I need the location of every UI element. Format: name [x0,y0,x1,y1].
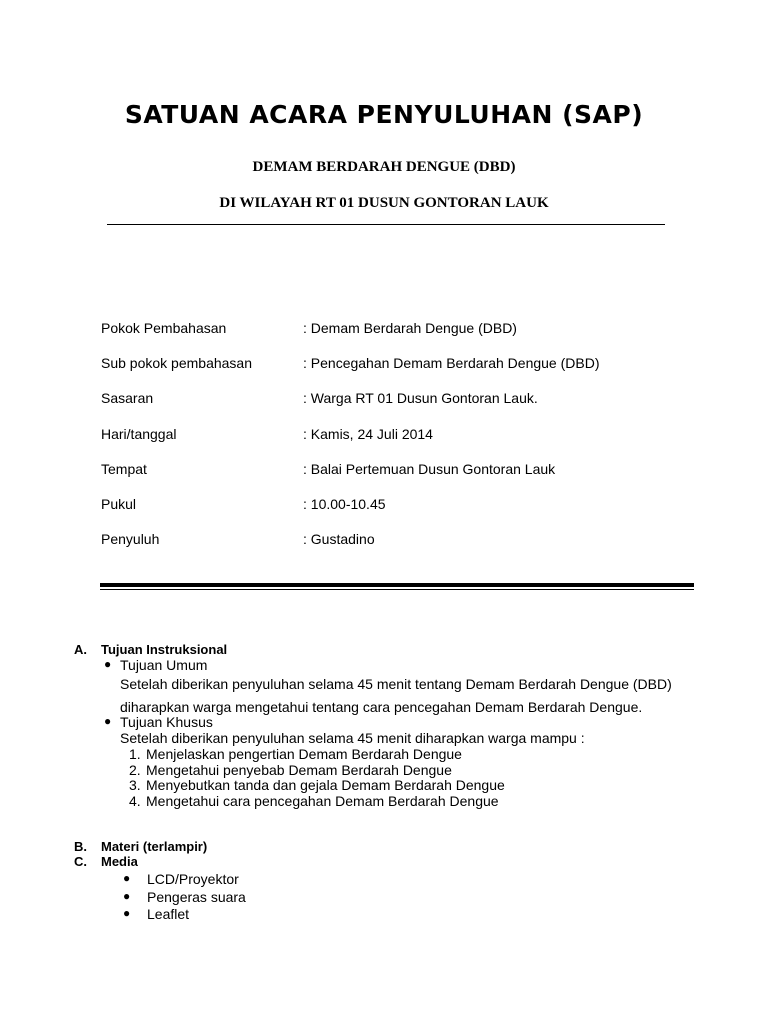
list-item: Menjelaskan pengertian Demam Berdarah Dengue [146,746,462,762]
tujuan-umum-title: Tujuan Umum [120,657,208,673]
info-divider-thick [100,583,694,587]
bullet-icon: ● [123,906,131,920]
section-b-title: Materi (terlampir) [101,839,208,854]
bullet-icon: ● [123,889,131,903]
info-value-tempat: : Balai Pertemuan Dusun Gontoran Lauk [303,461,556,477]
info-label-pokok: Pokok Pembahasan [101,320,227,336]
info-value-pukul: : 10.00-10.45 [303,496,386,512]
section-a-letter: A. [74,642,87,657]
info-value-hari: : Kamis, 24 Juli 2014 [303,426,433,442]
info-value-penyuluh: : Gustadino [303,531,375,547]
section-c-letter: C. [74,854,87,869]
info-value-sasaran: : Warga RT 01 Dusun Gontoran Lauk. [303,390,538,406]
document-title: SATUAN ACARA PENYULUHAN (SAP) [124,100,644,129]
list-item: Mengetahui penyebab Demam Berdarah Dengue [146,762,452,778]
tujuan-khusus-text: Setelah diberikan penyuluhan selama 45 menit diharapkan warga mampu : [120,730,585,746]
list-item: LCD/Proyektor [147,871,239,887]
list-item: Pengeras suara [147,889,246,905]
list-item-number: 4. [129,793,141,809]
info-label-hari: Hari/tanggal [101,426,177,442]
list-item: Menyebutkan tanda dan gejala Demam Berdarah Dengue [146,777,505,793]
section-b-letter: B. [74,839,87,854]
info-label-sasaran: Sasaran [101,390,154,406]
info-divider-thin [100,589,694,590]
document-location: DI WILAYAH RT 01 DUSUN GONTORAN LAUK [219,195,549,211]
tujuan-umum-text-2: diharapkan warga mengetahui tentang cara pencegahan Demam Berdarah Dengue. [120,699,643,715]
header-divider [107,224,665,225]
list-item: Leaflet [147,906,190,922]
list-item-number: 2. [129,762,141,778]
tujuan-khusus-title: Tujuan Khusus [120,714,213,730]
bullet-icon: ● [104,714,112,728]
list-item-number: 3. [129,777,141,793]
info-value-pokok: : Demam Berdarah Dengue (DBD) [303,320,517,336]
info-label-pukul: Pukul [101,496,137,512]
bullet-icon: ● [123,871,131,885]
tujuan-umum-text-1: Setelah diberikan penyuluhan selama 45 menit tentang Demam Berdarah Dengue (DBD) [120,676,672,692]
info-label-tempat: Tempat [101,461,147,477]
bullet-icon: ● [104,657,112,671]
list-item: Mengetahui cara pencegahan Demam Berdarah Dengue [146,793,499,809]
section-c-title: Media [101,854,138,869]
info-label-penyuluh: Penyuluh [101,531,160,547]
info-value-sub-pokok: : Pencegahan Demam Berdarah Dengue (DBD) [303,355,600,371]
section-a-title: Tujuan Instruksional [101,642,228,657]
document-subtitle: DEMAM BERDARAH DENGUE (DBD) [252,159,516,175]
info-label-sub-pokok: Sub pokok pembahasan [101,355,252,371]
list-item-number: 1. [129,746,141,762]
